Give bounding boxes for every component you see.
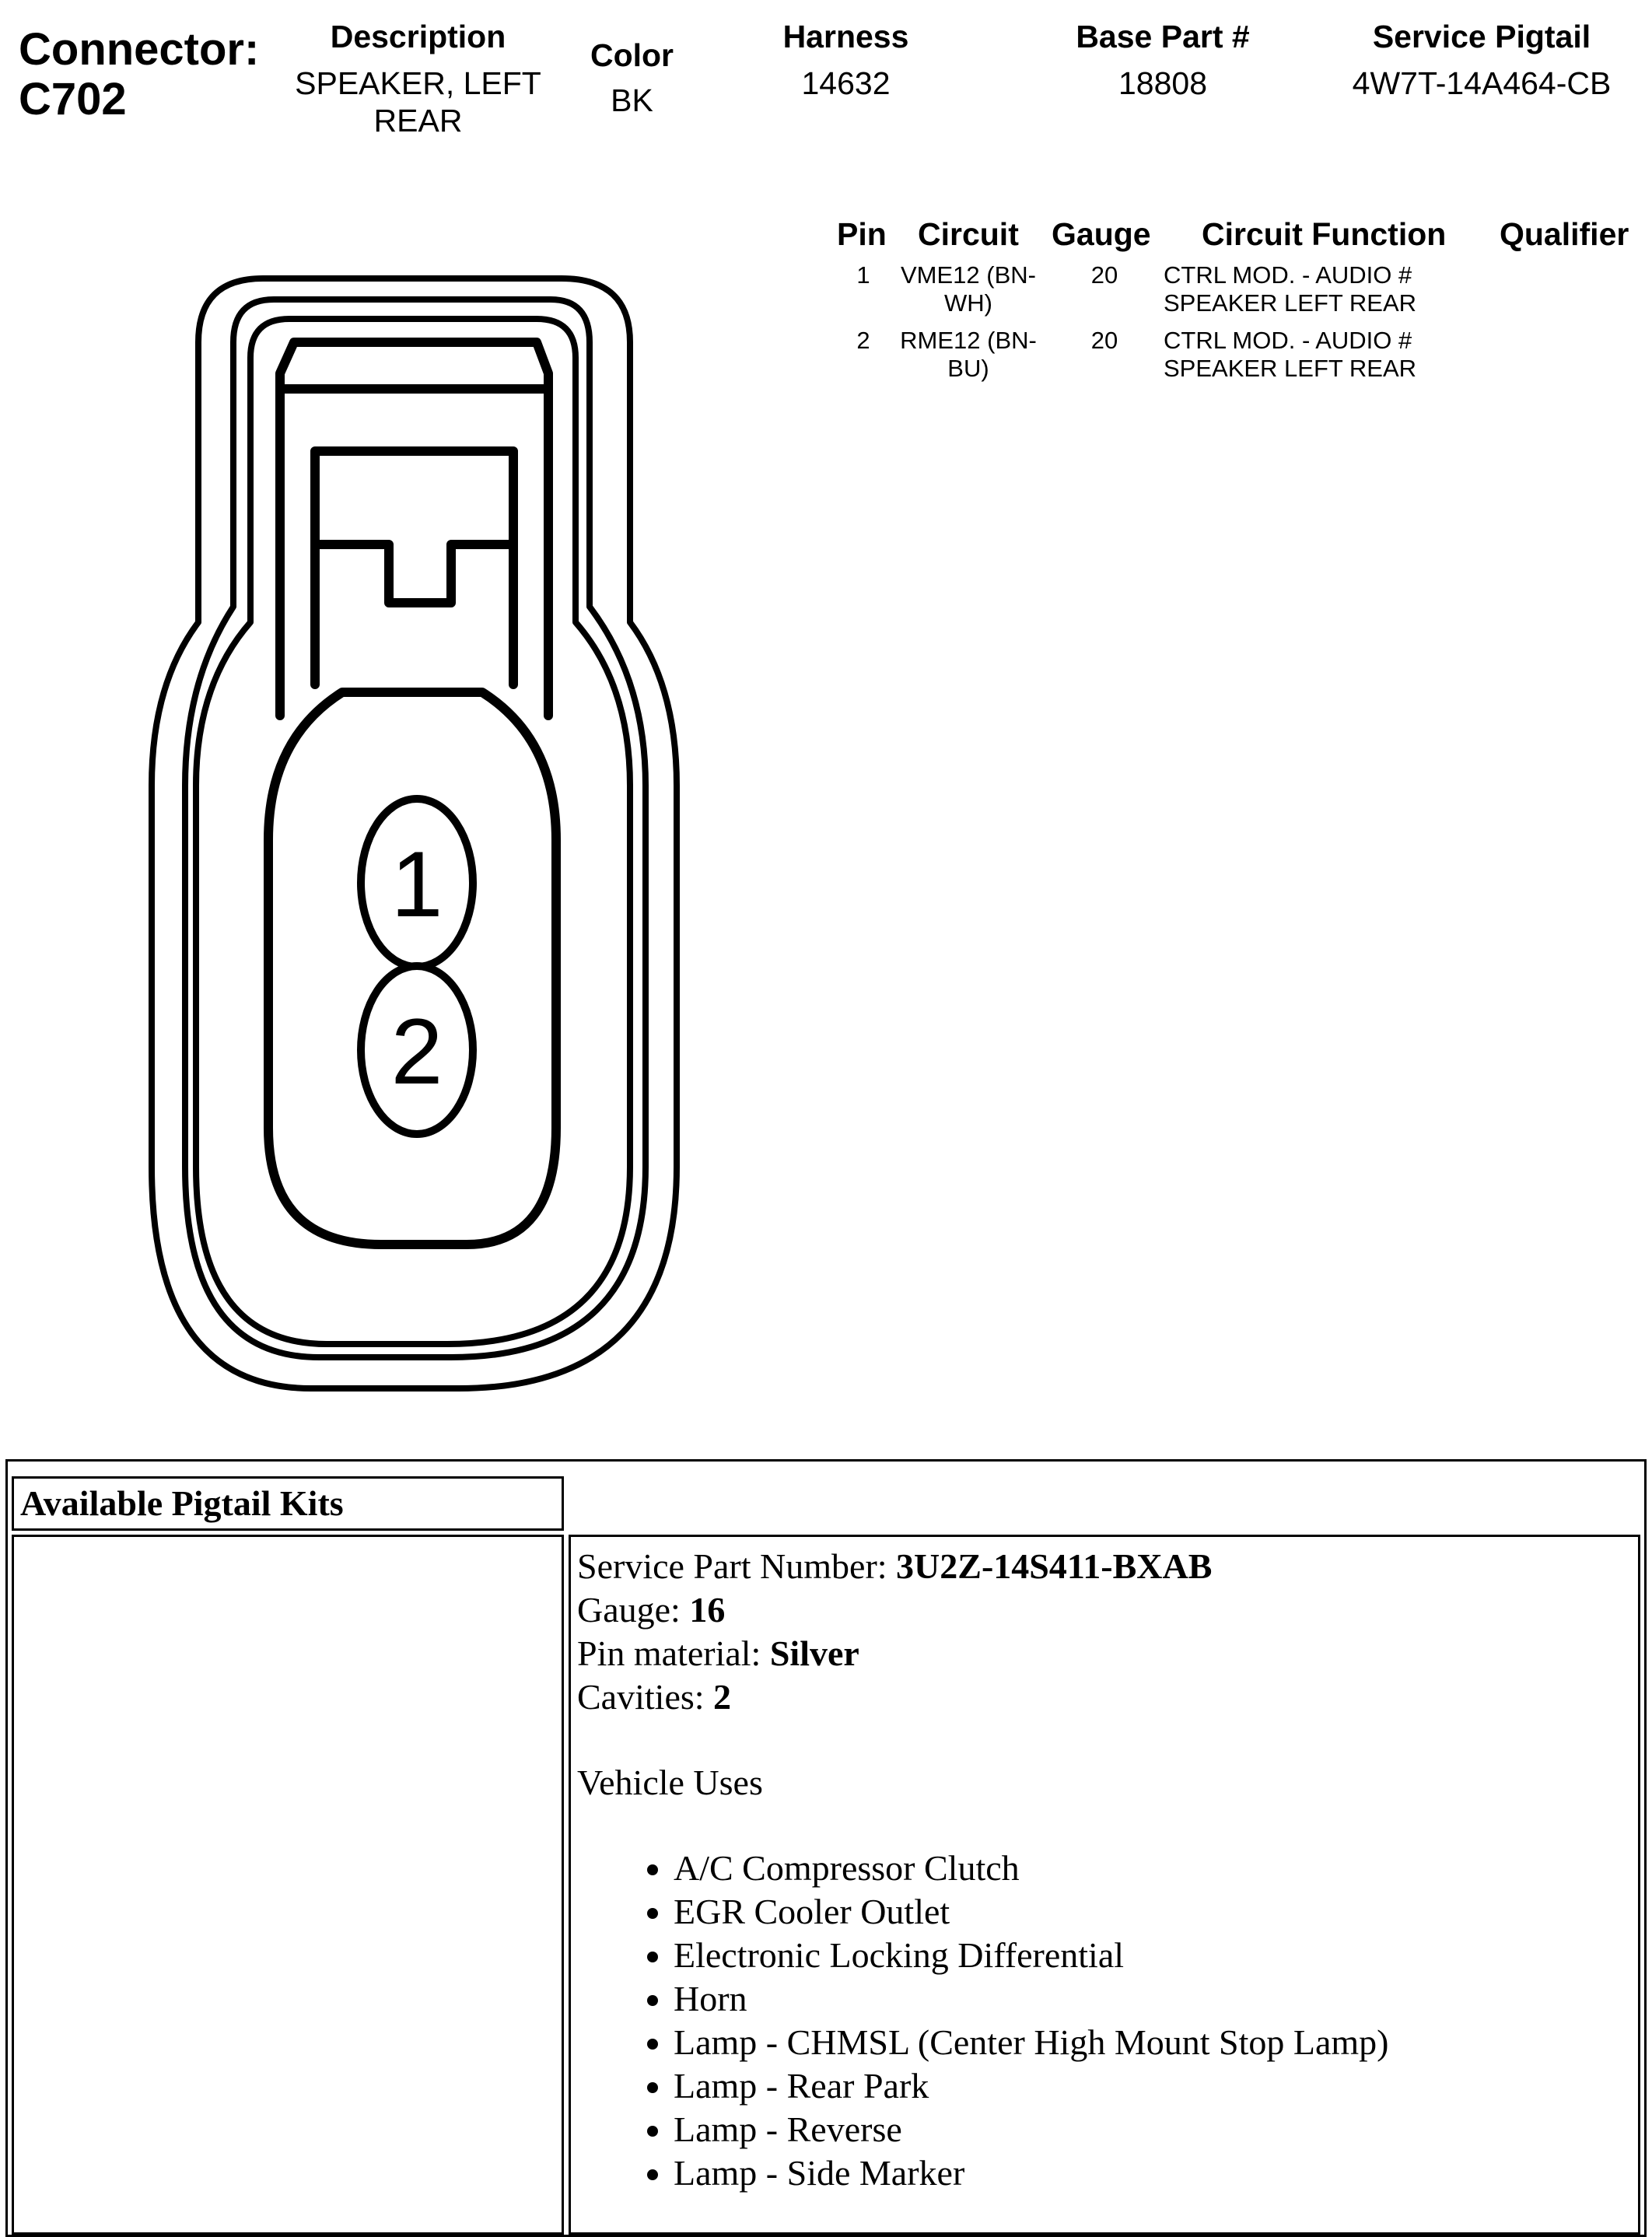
function-cell bbox=[1164, 327, 1490, 383]
gauge-line bbox=[577, 1588, 1638, 1632]
pin-number: 2 bbox=[856, 327, 870, 354]
list-item: • Horn bbox=[674, 1977, 1638, 2021]
function-line1: CTRL MOD. - AUDIO # bbox=[1164, 261, 1412, 289]
harness-label: Harness bbox=[782, 19, 909, 54]
pin-number: 1 bbox=[856, 261, 870, 289]
circuit-line1: RME12 (BN- bbox=[900, 327, 1037, 354]
service-pigtail-label: Service Pigtail bbox=[1372, 19, 1591, 54]
function-cell bbox=[1164, 261, 1490, 317]
circuit-line2: BU) bbox=[947, 355, 989, 382]
list-item: • Lamp - Rear Park bbox=[674, 2064, 1638, 2108]
gauge-header: Gauge bbox=[1052, 216, 1151, 252]
base-part-column bbox=[1038, 19, 1287, 102]
function-line1: CTRL MOD. - AUDIO # bbox=[1164, 327, 1412, 354]
color-label: Color bbox=[590, 37, 674, 73]
list-item: • Lamp - Side Marker bbox=[674, 2151, 1638, 2195]
description-value-line2: REAR bbox=[373, 103, 463, 138]
description-label: Description bbox=[330, 19, 506, 54]
gauge-cell: 20 bbox=[1090, 327, 1118, 354]
list-item: • Electronic Locking Differential bbox=[674, 1934, 1638, 1977]
cavities-label: Cavities: bbox=[577, 1677, 714, 1717]
service-pigtail-column bbox=[1322, 19, 1641, 102]
pigtail-kits-heading: Available Pigtail Kits bbox=[12, 1476, 564, 1531]
circuit-cell bbox=[894, 261, 1042, 317]
circuit-line1: VME12 (BN- bbox=[901, 261, 1036, 289]
pin-material-label: Pin material: bbox=[577, 1633, 770, 1673]
list-item: • Lamp - CHMSL (Center High Mount Stop Lamp) bbox=[674, 2021, 1638, 2064]
latch-housing bbox=[280, 342, 548, 716]
vehicle-uses-list bbox=[577, 1847, 1638, 2195]
connector-label: Connector: bbox=[19, 24, 260, 75]
connector-face-diagram bbox=[0, 0, 778, 1416]
cavities-value: 2 bbox=[713, 1677, 732, 1717]
pin-material-value: Silver bbox=[769, 1633, 859, 1673]
circuit-line2: WH) bbox=[944, 289, 992, 317]
service-pigtail-value: 4W7T-14A464-CB bbox=[1352, 65, 1612, 101]
connector-id: C702 bbox=[19, 74, 127, 124]
pigtail-image-cell bbox=[12, 1535, 564, 2235]
qualifier-header: Qualifier bbox=[1500, 216, 1629, 252]
list-item: • A/C Compressor Clutch bbox=[674, 1847, 1638, 1890]
latch-tab bbox=[315, 451, 513, 684]
base-part-label: Base Part # bbox=[1076, 19, 1250, 54]
harness-value: 14632 bbox=[801, 65, 891, 101]
vehicle-uses-heading: Vehicle Uses bbox=[577, 1763, 763, 1802]
pin-material-line bbox=[577, 1632, 1638, 1675]
circuit-function-header: Circuit Function bbox=[1202, 216, 1447, 252]
description-value-line1: SPEAKER, LEFT bbox=[295, 65, 541, 101]
list-item: • Lamp - Reverse bbox=[674, 2108, 1638, 2151]
list-item: • EGR Cooler Outlet bbox=[674, 1890, 1638, 1934]
cavity-1-label: 1 bbox=[390, 832, 443, 936]
color-value: BK bbox=[611, 82, 653, 118]
service-part-label: Service Part Number: bbox=[577, 1546, 897, 1586]
cavity-2-label: 2 bbox=[390, 999, 443, 1104]
gauge-label: Gauge: bbox=[577, 1590, 690, 1630]
pin-header: Pin bbox=[837, 216, 887, 252]
function-line2: SPEAKER LEFT REAR bbox=[1164, 289, 1417, 317]
gauge-value: 16 bbox=[689, 1590, 726, 1630]
service-part-value: 3U2Z-14S411-BXAB bbox=[896, 1546, 1213, 1586]
pigtail-details-cell bbox=[569, 1535, 1640, 2235]
circuit-header: Circuit bbox=[918, 216, 1019, 252]
circuit-cell bbox=[894, 327, 1042, 383]
gauge-cell: 20 bbox=[1090, 261, 1118, 289]
base-part-value: 18808 bbox=[1118, 65, 1207, 101]
cavities-line bbox=[577, 1675, 1638, 1719]
service-part-line bbox=[577, 1545, 1638, 1588]
function-line2: SPEAKER LEFT REAR bbox=[1164, 355, 1417, 382]
